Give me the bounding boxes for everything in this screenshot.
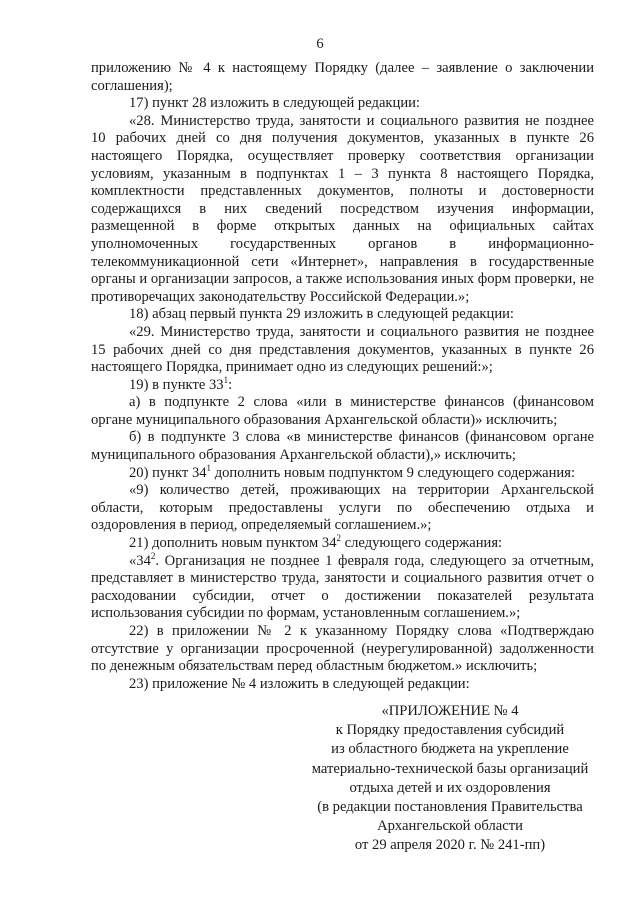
quoted-subitem-9: «9) количество детей, проживающих на территории Архангельской области, которым предоставлены услуги по обеспечению отдыха и оздоровления в период, определяемый соглашением.»; (91, 482, 594, 534)
appendix-line: от 29 апреля 2020 г. № 241-пп) (354, 837, 546, 854)
appendix-line: (в редакции постановления Правительства (317, 799, 583, 816)
para-34-pre: «34 (129, 552, 151, 569)
subitem-a: а) в подпункте 2 слова «или в министерстве финансов (финансовом органе муниципального образования Архангельской области)» исключить; (91, 394, 594, 428)
list-item-18: 18) абзац первый пункта 29 изложить в следующей редакции: (129, 306, 514, 323)
item-20-post: дополнить новым подпунктом 9 следующего содержания: (211, 464, 576, 481)
superscript: 1 (206, 462, 212, 473)
list-item-19 (91, 374, 594, 395)
quoted-paragraph-28: «28. Министерство труда, занятости и социального развития не позднее 10 рабочих дней со дня получения документов, указанных в пункте 26 настоящего Порядка, осуществляет проверку соответствия организации условиям, указанным в подпунктах 1 – 3 пункта 8 настоящего Порядка, комплектности представленных документов, полноты и достоверности содержащихся в них сведений посредством изучения информации, размещенной в форме открытых данных на официальных сайтах уполномоченных государственных органов в информационно-телекоммуникационной сети «Интернет», направления в государственные органы и организации запросов, а также использования иных форм проверки, не противоречащих законодательству Российской Федерации.»; (91, 112, 594, 305)
para-34-post: . Организация не позднее 1 февраля года, следующего за отчетным, представляет в министерство труда, занятости и социального развития отчет о расходовании субсидии, отчет о достижении показателей результата использования субсидии по формам, установленным соглашением.»; (91, 552, 594, 622)
item-19-tail: : (228, 376, 233, 393)
superscript: 2 (150, 550, 156, 561)
item-21-pre: 21) дополнить новым пунктом 34 (129, 535, 337, 552)
quoted-paragraph-34-2 (91, 550, 594, 623)
paragraph-continuation: приложению № 4 к настоящему Порядку (далее – заявление о заключении соглашения); (91, 60, 594, 94)
superscript: 2 (336, 533, 342, 544)
subitem-b: б) в подпункте 3 слова «в министерстве финансов (финансовом органе муниципального образования Архангельской области),» исключить; (91, 429, 594, 464)
appendix-line: Архангельской области (377, 818, 523, 835)
appendix-header (300, 702, 600, 856)
quoted-paragraph-29: «29. Министерство труда, занятости и социального развития не позднее 15 рабочих дней со дня представления документов, указанных в пункте 26 настоящего Порядка, принимает одно из следующих решений:»; (91, 323, 594, 376)
appendix-line: к Порядку предоставления субсидий (335, 722, 565, 739)
page-number: 6 (316, 36, 324, 52)
list-item-23: 23) приложение № 4 изложить в следующей редакции: (129, 675, 470, 692)
list-item-21 (91, 535, 594, 553)
item-19-text: 19) в пункте 33 (129, 376, 224, 393)
item-20-pre: 20) пункт 34 (129, 464, 207, 481)
list-item-17: 17) пункт 28 изложить в следующей редакции: (129, 95, 420, 112)
superscript: 1 (223, 374, 229, 385)
appendix-title: «ПРИЛОЖЕНИЕ № 4 (381, 703, 519, 719)
appendix-line: из областного бюджета на укрепление (331, 741, 569, 758)
appendix-line: отдыха детей и их оздоровления (349, 779, 551, 796)
item-21-post: следующего содержания: (341, 535, 503, 552)
document-body (91, 60, 594, 693)
list-item-20 (91, 462, 594, 483)
appendix-line: материально-технической базы организаций (311, 760, 589, 777)
list-item-22: 22) в приложении № 2 к указанному Порядку слова «Подтверждаю отсутствие у организации просроченной (неурегулированной) задолженности по денежным обязательствам перед областным бюджетом.» исключить; (91, 623, 594, 675)
